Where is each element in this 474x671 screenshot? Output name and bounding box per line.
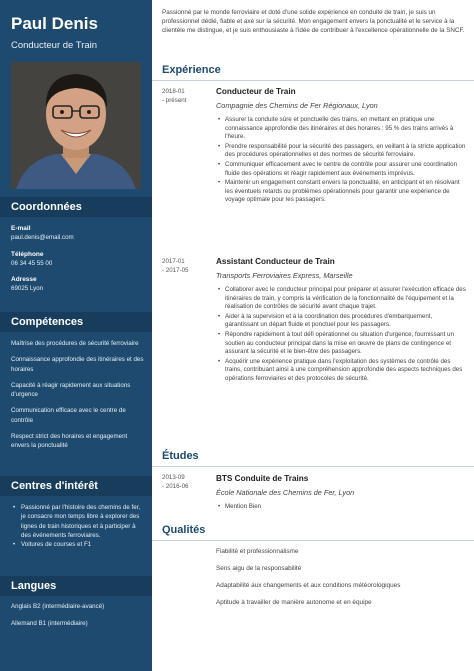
job-company: Compagnie des Chemins de Fer Régionaux, Lyon: [216, 101, 378, 110]
language-item: Anglais B2 (intermédiaire-avancé): [11, 603, 105, 610]
candidate-name: Paul Denis: [11, 14, 98, 33]
job-bullet: • Prendre responsabilité pour la sécurité des passagers, en veillant à la stricte application des procédures opérationnelles et des normes de sécurité ferroviaire.: [225, 143, 466, 160]
interests-list: [11, 503, 145, 549]
qualities-heading-label: Qualités: [162, 524, 206, 536]
education-school: École Nationale des Chemins de Fer, Lyon: [216, 488, 355, 497]
candidate-job-title: Conducteur de Train: [11, 40, 98, 51]
language-item: Allemand B1 (intermédiaire): [11, 620, 88, 628]
job-entry: [216, 257, 466, 385]
education-bullets: [216, 503, 466, 512]
job-bullet: • Communiquer efficacement avec le centre de contrôle pour assurer une coordination fluide des opérations et réagir rapidement aux événements imprévus.: [225, 161, 466, 178]
quality-item: Sens aigu de la responsabilité: [216, 565, 302, 572]
job-bullet: • Assurer la conduite sûre et ponctuelle des trains, en mettant en pratique une connaissance approfondie des itinéraires et des horaires : 95 % des trains arrivés à l'heure.: [225, 116, 466, 142]
job-bullet: • Maintenir un engagement constant envers la ponctualité, en anticipant et en résolvant les éventuels retards ou problèmes opérationnels pour garantir une expérience de voyage optimale pour les passagers.: [225, 179, 466, 205]
education-bullet: • Mention Bien: [225, 503, 466, 512]
job-title: Assistant Conducteur de Train: [216, 257, 335, 266]
experience-heading: [152, 61, 474, 81]
job-date-end: - 2017-05: [162, 266, 189, 274]
quality-item: Fiabilité et professionnalisme: [216, 548, 299, 555]
contact-section: [11, 224, 145, 301]
languages-list: [11, 602, 145, 637]
job-date-start: 2017-01: [162, 258, 185, 265]
education-date-end: - 2016-06: [162, 482, 189, 490]
job-title: Conducteur de Train: [216, 87, 296, 96]
job-date-start: 2018-01: [162, 88, 185, 95]
email-value[interactable]: paul.denis@email.com: [11, 234, 74, 242]
languages-heading: Langues: [0, 576, 152, 596]
qualities-heading: [152, 521, 474, 541]
quality-item: Adaptabilité aux changements et aux conditions météorologiques: [216, 582, 401, 589]
job-company: Transports Ferroviaires Express, Marseille: [216, 271, 353, 280]
main-content: [152, 0, 474, 671]
job-bullet: • Collaborer avec le conducteur principal pour préparer et assurer l'exécution efficace des itinéraires de train, y compris la vérification de la fonctionnalité de l'équipement et la réalisation de contrôles de sécurité avant chaque trajet.: [225, 286, 466, 312]
email-label: E-mail: [11, 225, 31, 232]
education-heading-label: Études: [162, 450, 199, 462]
skill-item: Connaissance approfondie des itinéraires et des horaires: [11, 356, 144, 373]
profile-summary: Passionné par le monde ferroviaire et doté d'une solide expérience en conduite de train, je suis un professionnel dédié, fiable et axé sur la sécurité. Mon engagement envers la ponctualité et le service à la clientèle me distingue, et je suis enthousiaste à l'idée de contribuer à l'excellence opérationnelle de la SNCF.: [162, 9, 465, 34]
contact-heading: Coordonnées: [0, 197, 152, 217]
profile-photo: [11, 62, 141, 189]
interest-item: • Passionné par l'histoire des chemins de fer, je consacre mon temps libre à explorer des lignes de train historiques et à participer à des événements ferroviaires.: [21, 503, 145, 540]
education-title: BTS Conduite de Trains: [216, 474, 309, 483]
experience-heading-label: Expérience: [162, 64, 221, 76]
education-heading: [152, 447, 474, 467]
job-date-end: - présent: [162, 96, 187, 104]
skills-heading: Compétences: [0, 312, 152, 332]
job-entry: [216, 87, 466, 206]
job-bullets: [216, 286, 466, 384]
job-date: [162, 88, 210, 105]
education-entry: [216, 474, 466, 513]
skill-item: Communication efficace avec le centre de contrôle: [11, 407, 126, 424]
skills-list: [11, 339, 145, 458]
job-bullet: • Aider à la supervision et à la coordination des procédures d'embarquement, garantissant un départ fluide et ponctuel pour les passagers.: [225, 313, 466, 330]
interest-item: • Voitures de courses et F1: [21, 540, 145, 549]
address-label: Adresse: [11, 276, 37, 284]
portrait-image: [11, 62, 141, 189]
phone-label: Téléphone: [11, 250, 44, 258]
quality-item: Aptitude à travailler de manière autonome et en équipe: [216, 599, 372, 606]
job-date: [162, 258, 210, 275]
skill-item: Respect strict des horaires et engagement envers la ponctualité: [11, 433, 128, 450]
address-value: 69025 Lyon: [11, 285, 44, 293]
skill-item: Maîtrise des procédures de sécurité ferroviaire: [11, 340, 139, 347]
education-date: [162, 474, 210, 491]
sidebar: [0, 0, 152, 671]
phone-value: 06 34 45 55 00: [11, 259, 53, 267]
interests-heading: Centres d'intérêt: [0, 476, 152, 496]
job-bullets: [216, 116, 466, 205]
job-bullet: • Acquérir une expérience pratique dans l'exploitation des systèmes de contrôle des trains, contribuant ainsi à une compréhension approfondie des aspects techniques des opérations ferroviaires et des protocoles de sécurité.: [225, 358, 466, 384]
skill-item: Capacité à réagir rapidement aux situations d'urgence: [11, 381, 131, 399]
job-bullet: • Répondre rapidement à tout défi opérationnel ou situation d'urgence, fournissant un soutien au conducteur principal dans la mise en œuvre de plans de contingence et assurant la sécurité et le bien-être des passagers.: [225, 331, 466, 357]
education-date-start: 2013-09: [162, 474, 185, 481]
